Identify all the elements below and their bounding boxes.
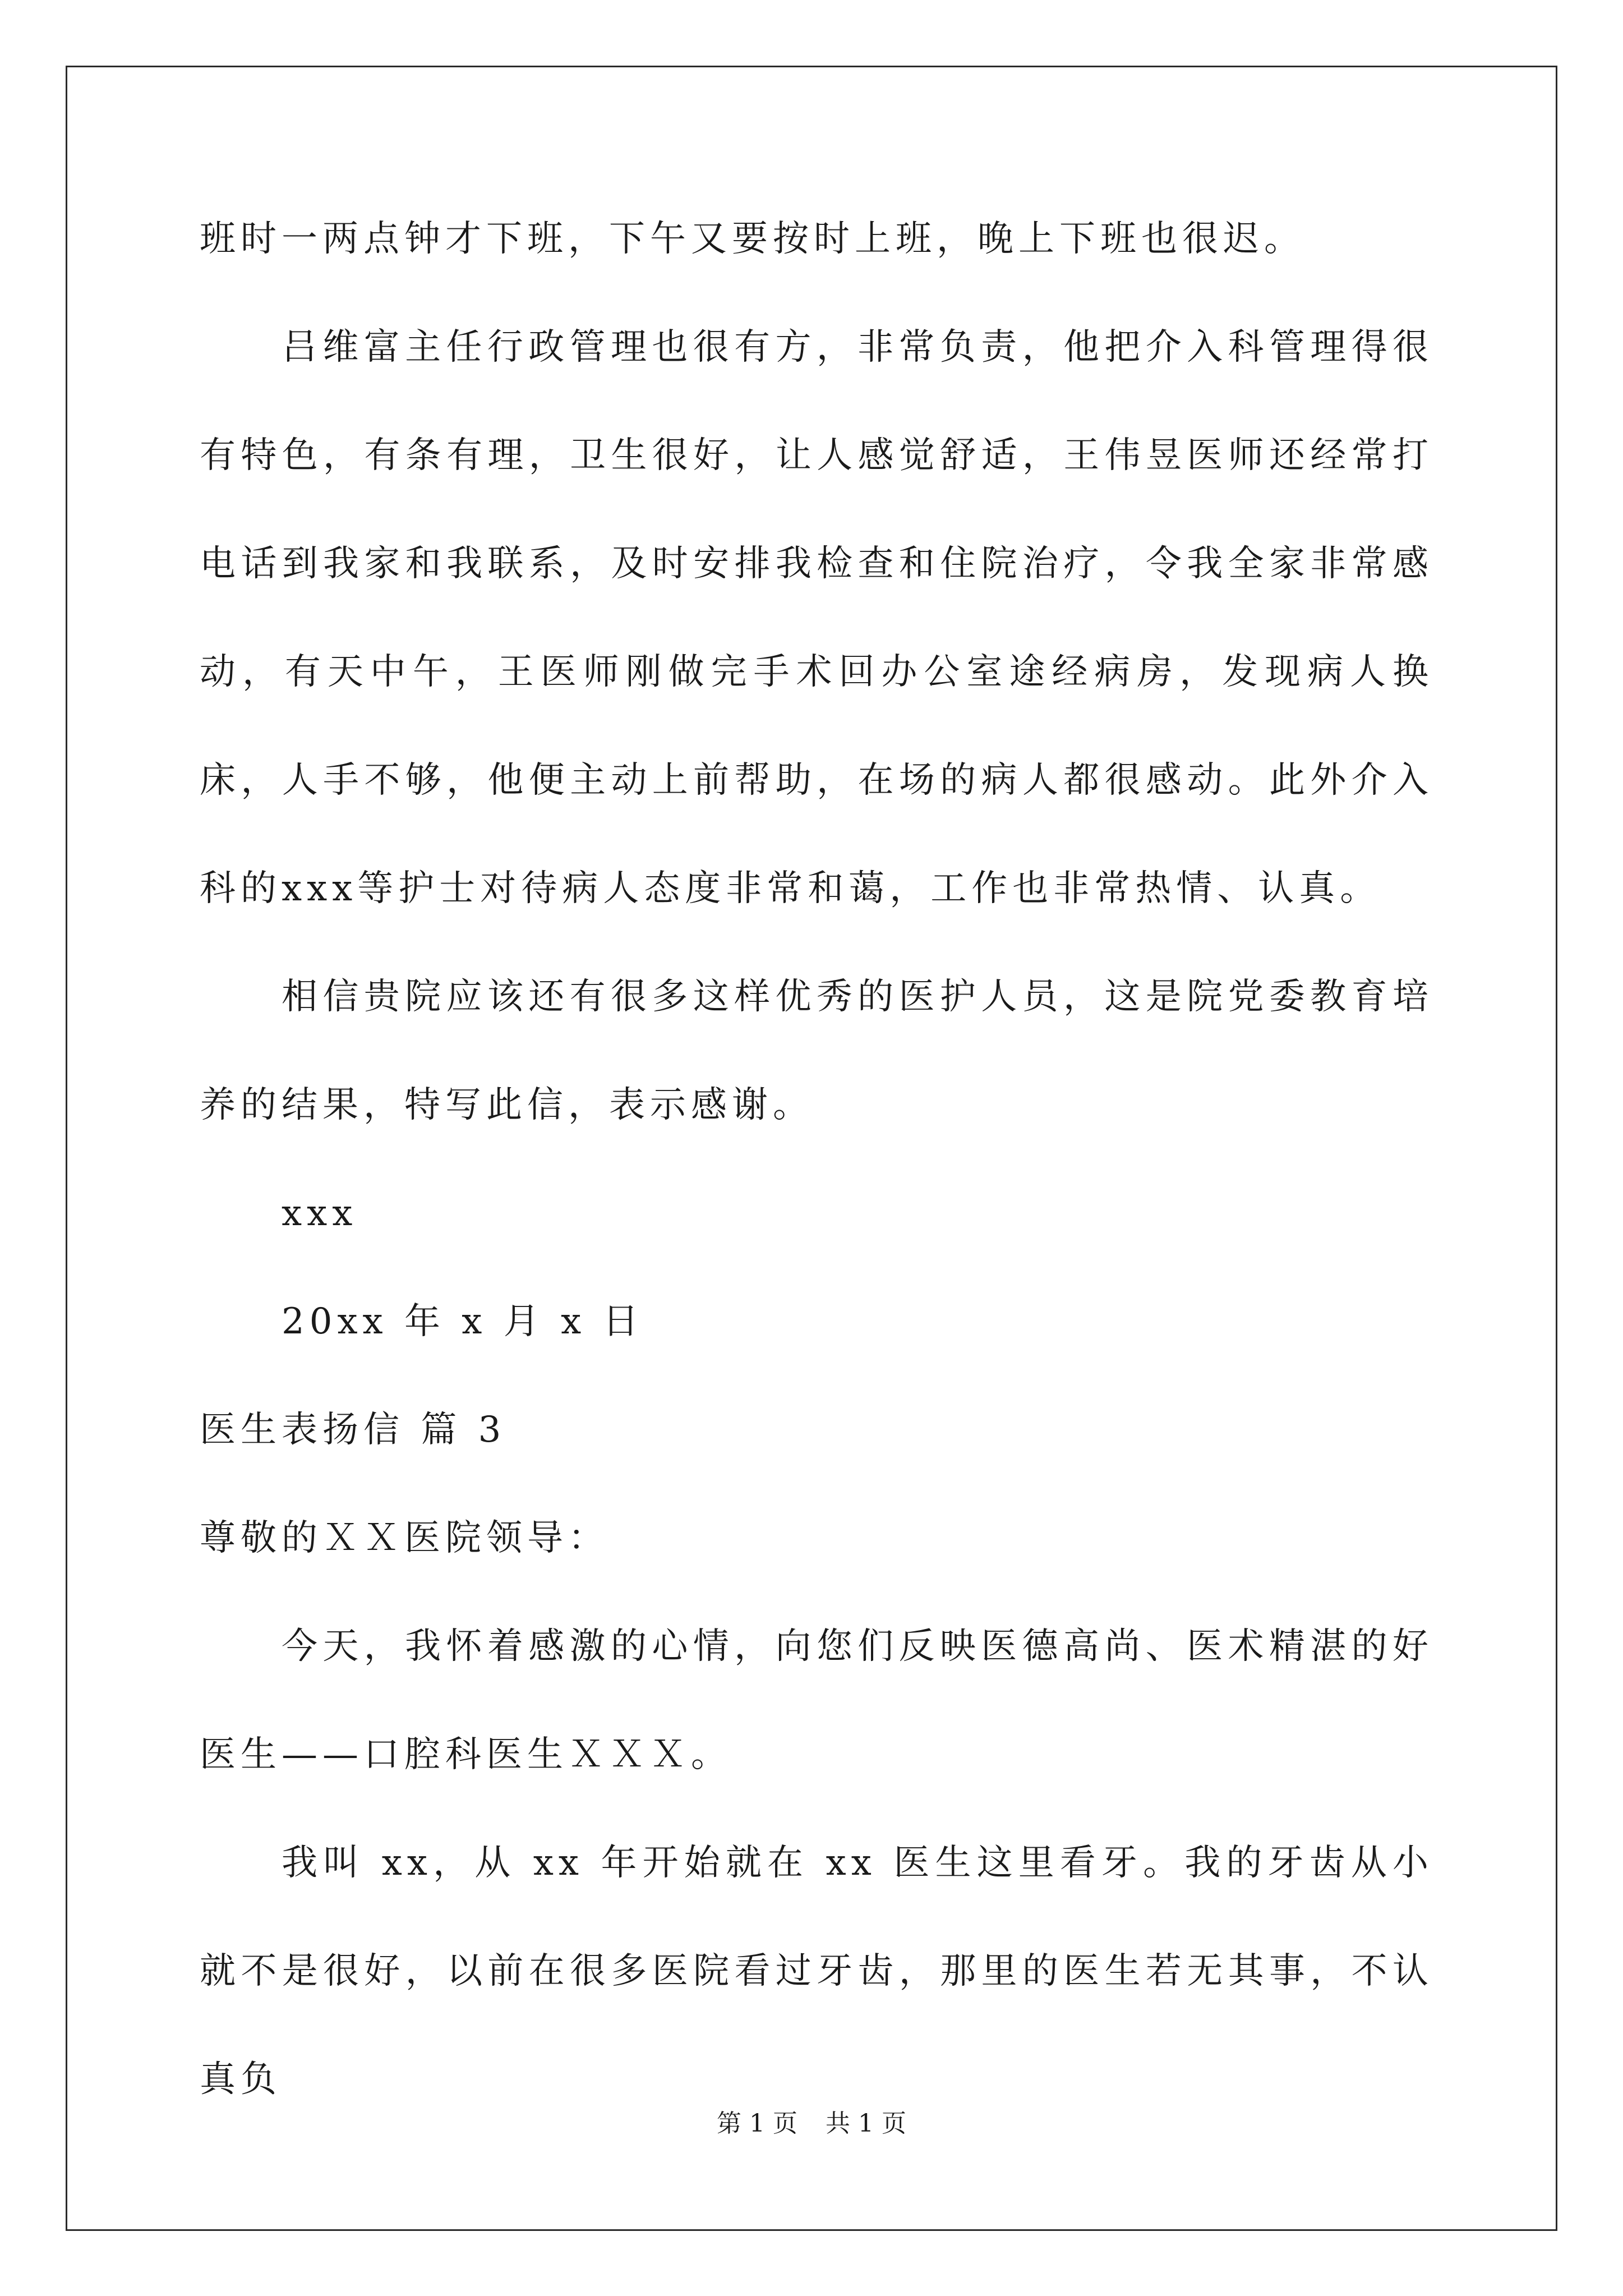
- paragraph-1: 班时一两点钟才下班，下午又要按时上班，晚上下班也很迟。: [200, 218, 1305, 260]
- signature-date: 20xx 年 x 月 x 日: [282, 1301, 644, 1342]
- signature-name: xxx: [282, 1193, 358, 1234]
- page-footer: [0, 2108, 1623, 2139]
- paragraph-5: 我叫 xx，从 xx 年开始就在 xx 医生这里看牙。我的牙齿从小就不是很好，以前在很多医院看过牙齿，那里的医生若无其事，不认真负: [200, 1842, 1433, 2100]
- salutation: 尊敬的ＸＸ医院领导：: [200, 1517, 609, 1559]
- section-heading: 医生表扬信 篇 3: [200, 1409, 506, 1451]
- page-number: 第 1 页: [717, 2109, 797, 2138]
- paragraph-4: 今天，我怀着感激的心情，向您们反映医德高尚、医术精湛的好医生——口腔科医生ＸＸＸ。: [200, 1626, 1433, 1775]
- document-body: [200, 185, 1433, 2134]
- paragraph-2: 吕维富主任行政管理也很有方，非常负责，他把介入科管理得很有特色，有条有理，卫生很好，让人感觉舒适，王伟昱医师还经常打电话到我家和我联系，及时安排我检查和住院治疗，令我全家非常感动，有天中午，王医师刚做完手术回办公室途经病房，发现病人换床，人手不够，他便主动上前帮助，在场的病人都很感动。此外介入科的xxx等护士对待病人态度非常和蔼，工作也非常热情、认真。: [200, 326, 1433, 909]
- paragraph-3: 相信贵院应该还有很多这样优秀的医护人员，这是院党委教育培养的结果，特写此信，表示感谢。: [200, 976, 1433, 1126]
- page-total: 共 1 页: [826, 2109, 906, 2138]
